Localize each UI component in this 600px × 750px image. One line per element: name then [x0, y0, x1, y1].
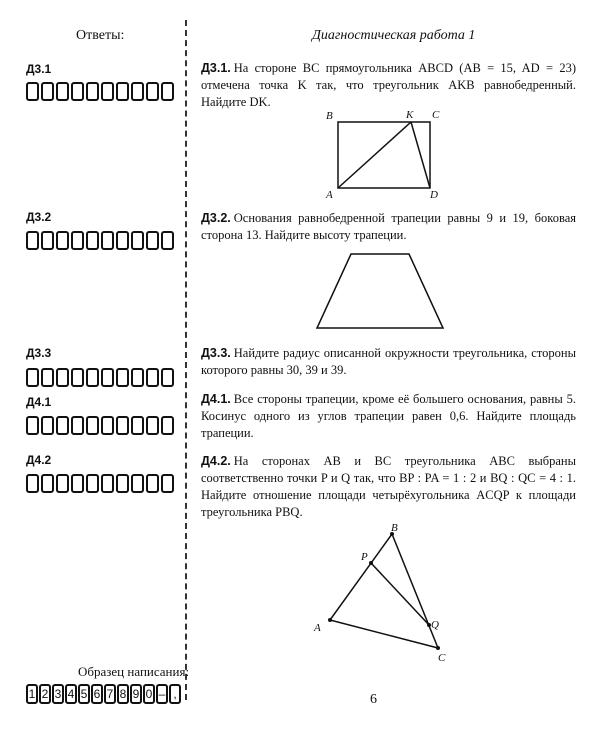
task-d31 — [201, 60, 576, 111]
answer-field-d31[interactable] — [26, 82, 176, 101]
label-a: A — [326, 189, 333, 200]
task-d32 — [201, 210, 576, 244]
task-number: Д3.1. — [201, 61, 231, 75]
task-number: Д3.3. — [201, 346, 231, 360]
label-c: C — [438, 652, 446, 664]
sample-char: 6 — [91, 684, 103, 704]
sample-char: 1 — [26, 684, 38, 704]
answer-label-d41: Д4.1 — [26, 395, 52, 409]
task-d33 — [201, 345, 576, 379]
answers-title: Ответы: — [76, 28, 125, 43]
answer-label-d42: Д4.2 — [26, 453, 52, 467]
task-text: На стороне BC прямоугольника ABCD (AB = 15, AD = 23) отмечена точка K так, что треугольник AKB равнобедренный. Найдите DK. — [201, 61, 576, 109]
task-d42 — [201, 453, 576, 521]
label-p: P — [361, 551, 368, 563]
sample-label: Образец написания: — [78, 664, 190, 679]
sample-char: 9 — [130, 684, 142, 704]
task-number: Д3.2. — [201, 211, 231, 225]
sample-char: 0 — [143, 684, 155, 704]
sample-char: , — [169, 684, 181, 704]
page-number: 6 — [370, 692, 377, 707]
answer-field-d41[interactable] — [26, 416, 176, 435]
trapezoid-figure — [313, 250, 448, 332]
label-q: Q — [431, 619, 439, 631]
task-text: Все стороны трапеции, кроме её большего основания, равны 5. Косинус одного из углов трапеции равен 0,6. Найдите площадь трапеции. — [201, 392, 576, 440]
label-b: B — [391, 522, 398, 534]
answer-field-d32[interactable] — [26, 231, 176, 250]
task-d41 — [201, 391, 576, 442]
task-text: Основания равнобедренной трапеции равны 9 и 19, боковая сторона 13. Найдите высоту трапеции. — [201, 211, 576, 242]
rectangle-abcd-figure — [320, 106, 450, 200]
answer-field-d33[interactable] — [26, 368, 176, 387]
sample-char: – — [156, 684, 168, 704]
task-number: Д4.1. — [201, 392, 231, 406]
answer-label-d32: Д3.2 — [26, 210, 52, 224]
answer-label-d31: Д3.1 — [26, 62, 52, 76]
label-a: A — [314, 622, 321, 634]
sample-char: 2 — [39, 684, 51, 704]
sample-char: 8 — [117, 684, 129, 704]
work-title: Диагностическая работа 1 — [312, 28, 476, 43]
sample-char: 7 — [104, 684, 116, 704]
sample-char: 4 — [65, 684, 77, 704]
task-text: На сторонах AB и BC треугольника ABC выбраны соответственно точки P и Q так, что BP : PA = 1 : 2 и BQ : QC = 4 : 1. Найдите отношение площади четырёхугольника ACQP к площади треугольника PBQ. — [201, 454, 576, 519]
sample-char: 5 — [78, 684, 90, 704]
answer-label-d33: Д3.3 — [26, 346, 52, 360]
sample-char: 3 — [52, 684, 64, 704]
task-number: Д4.2. — [201, 454, 231, 468]
task-text: Найдите радиус описанной окружности треугольника, стороны которого равны 30, 39 и 39. — [201, 346, 576, 377]
triangle-abc-figure — [305, 520, 455, 665]
label-b: B — [326, 110, 333, 122]
label-d: D — [430, 189, 438, 200]
cut-line-divider — [185, 20, 187, 700]
label-k: K — [406, 109, 414, 121]
sample-digits — [26, 684, 182, 704]
label-c: C — [432, 109, 440, 121]
answer-field-d42[interactable] — [26, 474, 176, 493]
